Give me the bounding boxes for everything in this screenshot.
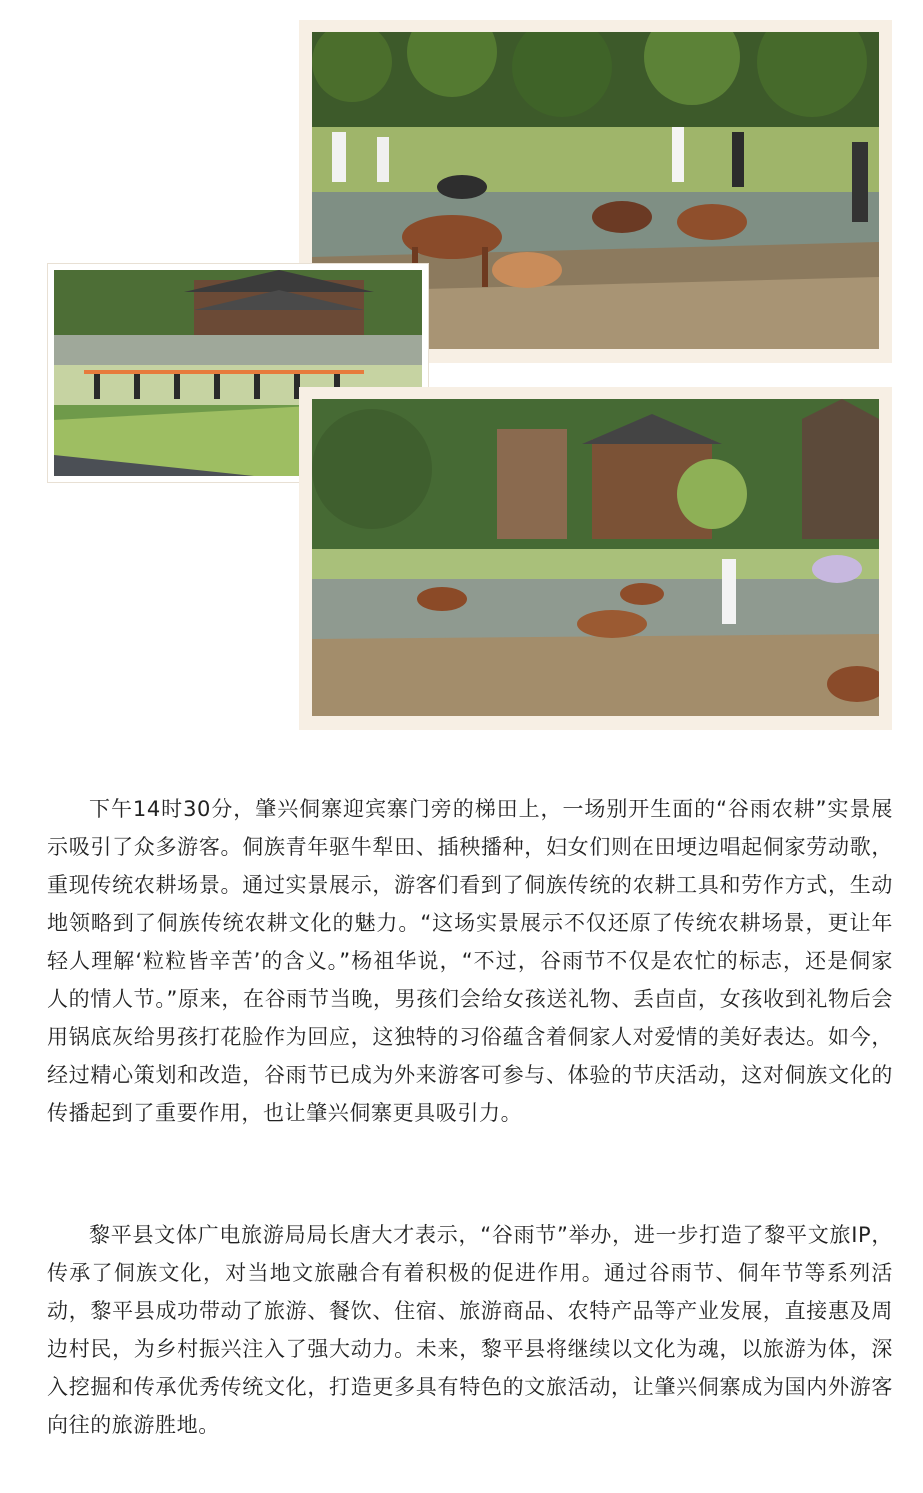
village-photo bbox=[312, 399, 879, 716]
article-paragraph-2: 黎平县文体广电旅游局局长唐大才表示，“谷雨节”举办，进一步打造了黎平文旅IP，传承了侗族文化，对当地文旅融合有着积极的促进作用。通过谷雨节、侗年节等系列活动，黎平县成功带动了旅游、餐饮、住宿、旅游商品、农特产品等产业发展，直接惠及周边村民，为乡村振兴注入了强大动力。未来，黎平县将继续以文化为魂，以旅游为体，深入挖掘和传承优秀传统文化，打造更多具有特色的文旅活动，让肇兴侗寨成为国内外游客向往的旅游胜地。 bbox=[47, 1223, 893, 1437]
article-paragraph-1: 下午14时30分，肇兴侗寨迎宾寨门旁的梯田上，一场别开生面的“谷雨农耕”实景展示吸引了众多游客。侗族青年驱牛犁田、插秧播种，妇女们则在田埂边唱起侗家劳动歌，重现传统农耕场景。通过实景展示，游客们看到了侗族传统的农耕工具和劳作方式，生动地领略到了侗族传统农耕文化的魅力。“这场实景展示不仅还原了传统农耕场景，更让年轻人理解‘粒粒皆辛苦’的含义。”杨祖华说，“不过，谷雨节不仅是农忙的标志，还是侗家人的情人节。”原来，在谷雨节当晚，男孩们会给女孩送礼物、丢卣卣，女孩收到礼物后会用锅底灰给男孩打花脸作为回应，这独特的习俗蕴含着侗家人对爱情的美好表达。如今，经过精心策划和改造，谷雨节已成为外来游客可参与、体验的节庆活动，这对侗族文化的传播起到了重要作用，也让肇兴侗寨更具吸引力。 bbox=[47, 797, 893, 1125]
photo-frame-bottom-right bbox=[299, 387, 892, 730]
